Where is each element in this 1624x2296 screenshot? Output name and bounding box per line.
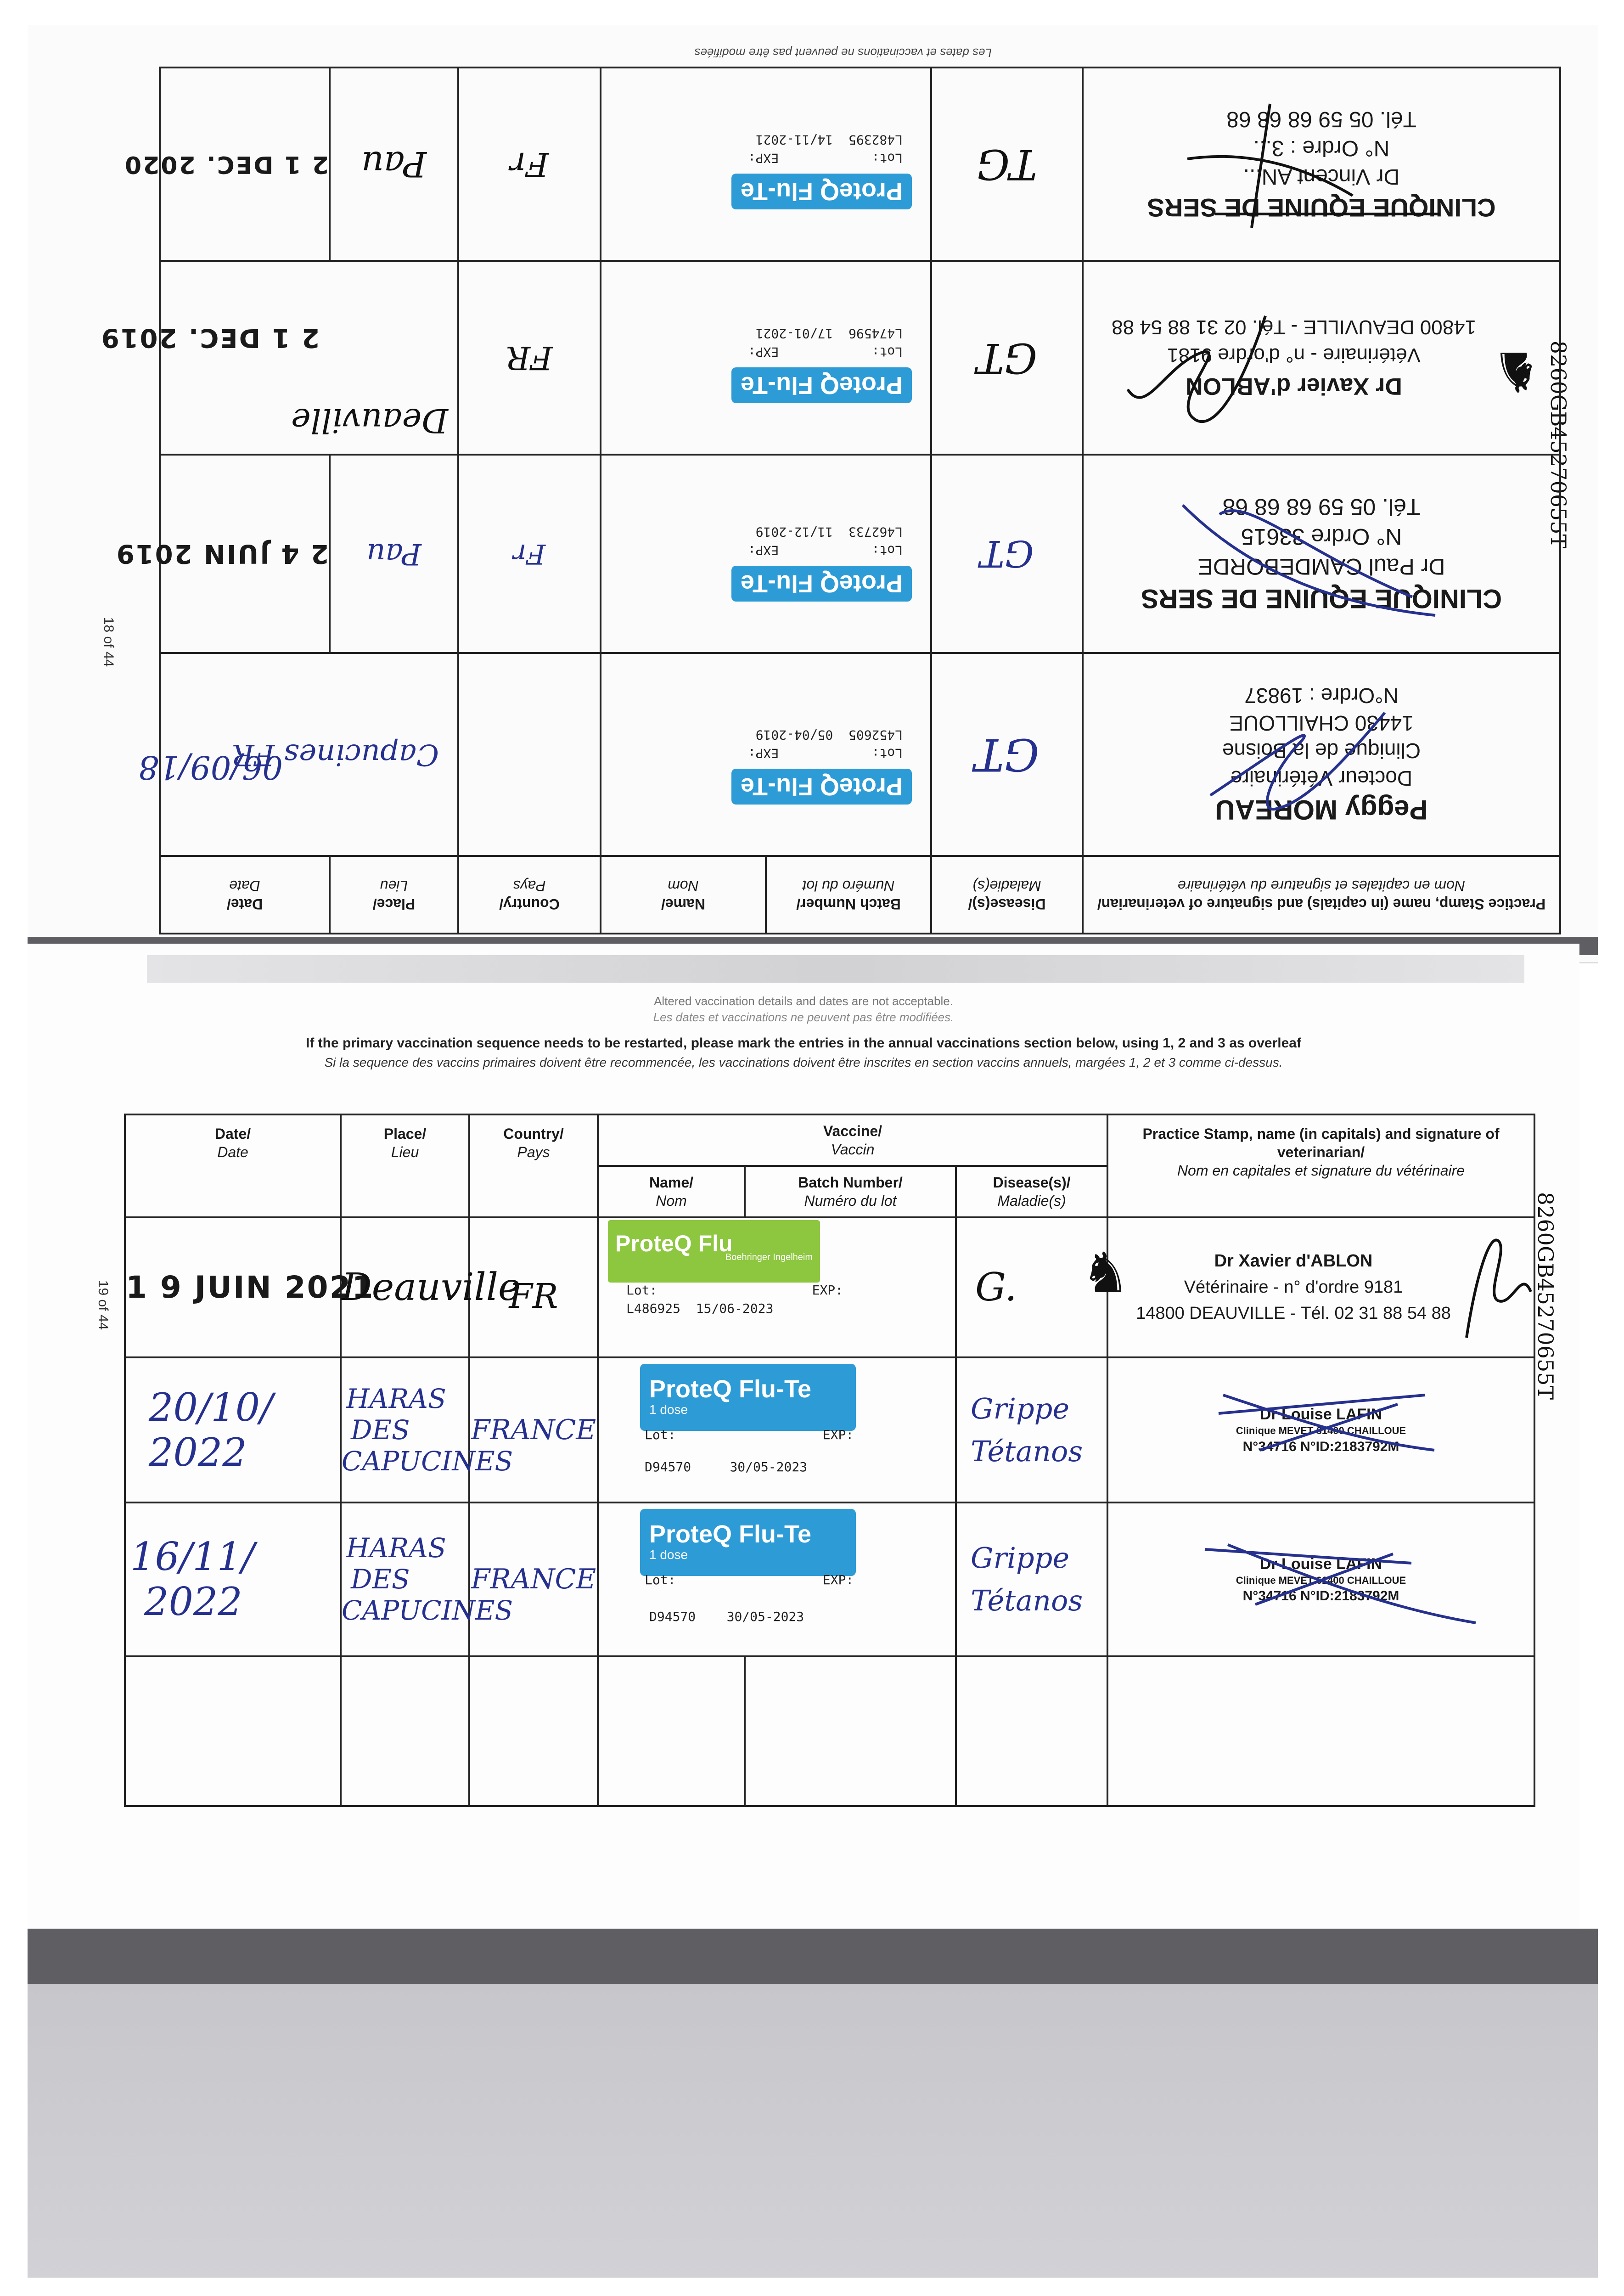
vaccine-sticker	[731, 769, 912, 805]
stamp-line: CLINIQUE EQUINE DE SERS	[1141, 584, 1502, 614]
header-batch-en: Batch Number/	[796, 895, 901, 912]
place-cell	[341, 1503, 513, 1657]
place-cell	[341, 1656, 469, 1806]
exp-date: 17/01-2021	[755, 326, 833, 341]
header-country-fr: Pays	[517, 1144, 550, 1160]
signature	[1214, 1386, 1444, 1459]
exp-date: 05/04-2019	[755, 727, 833, 743]
vaccine-dose: 1 dose	[649, 1547, 688, 1562]
lot-label: Lot:	[645, 1427, 676, 1443]
lot-exp-labels	[645, 1572, 854, 1587]
place-date-cell	[100, 261, 458, 454]
scanner-background	[28, 1984, 1598, 2278]
table-row	[125, 1503, 1534, 1657]
stamp-line: 14800 DEAUVILLE - Tél. 02 31 88 54 88	[1111, 315, 1477, 338]
header-country-en: Country/	[499, 895, 560, 912]
lot-number: D94570	[649, 1609, 696, 1624]
faded-header-band	[147, 955, 1524, 983]
disease-cell	[956, 1357, 1107, 1502]
stamp-line: Dr Louise LAFIN	[1259, 1555, 1382, 1573]
date-cell	[125, 1503, 341, 1657]
lot-label: Lot:	[871, 344, 903, 360]
signature	[1109, 307, 1284, 445]
header-disease	[956, 1166, 1107, 1217]
place-handwritten-line2: DES	[351, 1414, 410, 1446]
date-stamp: 2 1 DEC. 2020	[123, 151, 329, 179]
stamp-line: CLINIQUE EQUINE DE SERS	[1147, 193, 1496, 222]
disease-cell	[931, 653, 1083, 856]
date-cell	[123, 68, 330, 261]
signature	[1457, 1223, 1535, 1347]
country-cell	[458, 68, 601, 261]
name-cell	[598, 1656, 745, 1806]
notice-line-2: Les dates et vaccinations ne peuvent pas être modifiées.	[653, 1010, 954, 1024]
disease-handwritten-line1: Grippe	[971, 1391, 1070, 1425]
lot-exp-values	[649, 1609, 804, 1624]
place-handwritten-line1: HARAS	[346, 1383, 446, 1414]
header-stamp	[1083, 856, 1560, 934]
vaccine-name: ProteQ Flu	[615, 1230, 733, 1256]
date-handwritten-line1: 20/10/	[149, 1384, 273, 1430]
stamp-line: N°34716 N°ID:2183792M	[1242, 1439, 1399, 1454]
lot-exp-values	[645, 1459, 807, 1474]
header-date	[125, 1114, 341, 1217]
header-batch-en: Batch Number/	[798, 1174, 903, 1191]
date-cell	[125, 1357, 341, 1502]
exp-label: EXP:	[822, 1427, 854, 1443]
instruction-en: If the primary vaccination sequence needs to be restarted, please mark the entries in the annual vaccinations section below, using 1, 2 and 3 as overleaf	[306, 1035, 1301, 1051]
stamp-line: Dr Xavier d'ABLON	[1214, 1251, 1373, 1271]
place-cell	[330, 455, 458, 653]
stamp-line: N° Ordre : 3...	[1253, 135, 1390, 160]
stamp-cell	[1107, 1656, 1534, 1806]
header-place	[330, 856, 458, 934]
vaccine-name: ProteQ Flu-Te	[740, 773, 903, 801]
header-disease-fr: Maladie(s)	[972, 877, 1041, 894]
table-row	[125, 1217, 1534, 1357]
vaccine-label-cell	[601, 68, 931, 261]
disease-cell	[931, 261, 1083, 454]
stamp-cell	[1107, 1357, 1534, 1502]
lot-exp-labels	[626, 1283, 843, 1298]
vaccine-label-cell	[601, 261, 931, 454]
stamp-line: Dr Louise LAFIN	[1259, 1405, 1382, 1423]
table-row	[160, 455, 1560, 653]
header-stamp-en: Practice Stamp, name (in capitals) and signature of veterinarian/	[1142, 1125, 1500, 1160]
stamp-line: Tél. 05 59 68 68 68	[1222, 494, 1421, 520]
vaccine-manufacturer: Boehringer Ingelheim	[725, 1252, 813, 1262]
stamp-cell	[1107, 1503, 1534, 1657]
country-handwritten: Fr	[513, 537, 546, 570]
stamp-line: Tél. 05 59 68 68 68	[1226, 107, 1416, 132]
disease-handwritten-line2: Tétanos	[971, 1434, 1083, 1468]
page-number: 19 of 44	[96, 1280, 111, 1330]
stamp-line: Dr Xavier d'ABLON	[1186, 373, 1402, 400]
stamp-cell	[1083, 653, 1560, 856]
lot-number: L462733	[848, 524, 903, 540]
header-place-fr: Lieu	[391, 1144, 419, 1160]
disease-handwritten: GT	[974, 729, 1040, 781]
lot-number: L482395	[848, 132, 903, 148]
vaccine-label-cell	[598, 1357, 956, 1502]
vaccine-name: ProteQ Flu-Te	[740, 371, 903, 399]
lot-exp-values	[756, 326, 903, 341]
stamp-line: 14800 DEAUVILLE - Tél. 02 31 88 54 88	[1136, 1303, 1451, 1323]
exp-date: 11/12-2019	[755, 524, 833, 540]
lot-label: Lot:	[871, 542, 903, 558]
vaccine-name: ProteQ Flu-Te	[649, 1520, 812, 1548]
lot-exp-labels	[748, 746, 903, 761]
batch-cell	[745, 1656, 956, 1806]
header-place-en: Place/	[383, 1125, 427, 1142]
exp-label: EXP:	[747, 746, 779, 761]
stamp-line: Dr Vincent AN...	[1243, 164, 1400, 189]
place-handwritten-line3: CAPUCINES	[342, 1445, 513, 1477]
header-batch-fr: Numéro du lot	[804, 1192, 897, 1209]
stamp-line: Clinique MEVET 61400 CHAILLOUE	[1236, 1425, 1406, 1437]
place-handwritten: Deauville	[342, 1265, 521, 1309]
stamp-cell	[1083, 68, 1560, 261]
date-stamp: 1 9 JUIN 2021	[126, 1269, 375, 1305]
country-handwritten: FRANCE	[471, 1563, 596, 1596]
header-vaccine-fr: Vaccin	[831, 1141, 875, 1158]
disease-handwritten: GT	[980, 532, 1034, 575]
stamp-line: Dr Paul CAMDEBORDE	[1197, 553, 1445, 580]
table-row	[160, 653, 1560, 856]
country-cell	[458, 455, 601, 653]
header-batch	[766, 856, 931, 934]
lot-exp-labels	[645, 1427, 854, 1442]
header-disease-en: Disease(s)/	[968, 895, 1046, 912]
lot-number: L486925	[626, 1300, 681, 1316]
lot-exp-labels	[748, 151, 903, 166]
stamp-line: N°34716 N°ID:2183792M	[1242, 1588, 1399, 1604]
exp-label: EXP:	[747, 542, 779, 558]
lot-number: L452605	[848, 727, 903, 743]
lot-exp-values	[756, 727, 903, 743]
header-batch	[745, 1166, 956, 1217]
lot-number: D94570	[645, 1459, 691, 1475]
vaccine-sticker	[731, 367, 912, 403]
exp-label: EXP:	[822, 1572, 854, 1587]
exp-date: 30/05-2023	[730, 1459, 808, 1475]
header-disease-en: Disease(s)/	[993, 1174, 1071, 1191]
place-handwritten: Capucines FR	[232, 737, 439, 772]
country-cell	[458, 261, 601, 454]
header-disease	[931, 856, 1083, 934]
lot-label: Lot:	[871, 746, 903, 761]
stamp-line: Clinique MEVET 61400 CHAILLOUE	[1236, 1574, 1406, 1586]
disease-cell	[956, 1656, 1107, 1806]
exp-date: 14/11-2021	[755, 132, 833, 148]
disease-handwritten: GT	[977, 333, 1037, 382]
date-stamp: 2 4 JUIN 2019	[115, 539, 329, 569]
disease-handwritten-line2: Tétanos	[971, 1584, 1083, 1618]
header-country-fr: Pays	[513, 877, 546, 894]
vaccine-sticker	[731, 566, 912, 602]
header-country	[458, 856, 601, 934]
vaccine-sticker	[731, 174, 912, 209]
header-name-en: Name/	[661, 895, 706, 912]
header-date-fr: Date	[229, 877, 260, 894]
place-cell	[341, 1357, 513, 1502]
notice-line-1: Altered vaccination details and dates are not acceptable.	[654, 994, 953, 1008]
date-cell	[115, 455, 330, 653]
header-disease-fr: Maladie(s)	[997, 1192, 1066, 1209]
header-place-en: Place/	[372, 895, 416, 912]
disease-handwritten-line1: Grippe	[971, 1541, 1070, 1575]
country-cell	[469, 1217, 598, 1357]
vaccine-sticker	[608, 1220, 820, 1283]
vaccine-label-cell	[601, 455, 931, 653]
stamp-line: Docteur Vétérinaire	[1230, 766, 1413, 790]
place-handwritten-line3: CAPUCINES	[342, 1595, 513, 1626]
stamp-line: Peggy MOREAU	[1215, 794, 1428, 825]
date-stamp: 2 1 DEC. 2019	[100, 322, 320, 353]
page-18-rotated-content	[28, 25, 1598, 962]
vaccine-label-cell	[598, 1503, 956, 1657]
date-cell	[125, 1656, 341, 1806]
vaccine-sticker	[640, 1364, 856, 1431]
lot-exp-values	[756, 132, 903, 147]
place-handwritten-line2: DES	[351, 1564, 410, 1595]
signature	[1201, 694, 1394, 823]
country-cell	[469, 1503, 598, 1657]
lot-label: Lot:	[645, 1572, 676, 1587]
exp-label: EXP:	[747, 344, 779, 360]
table-row	[125, 1357, 1534, 1502]
stamp-line: Vétérinaire - n° d'ordre 9181	[1184, 1277, 1403, 1297]
lot-number: L474596	[848, 326, 903, 341]
date-handwritten-line2: 2022	[149, 1429, 247, 1475]
place-handwritten: Pau	[366, 536, 421, 571]
place-handwritten: Pau	[361, 144, 427, 185]
header-name-fr: Nom	[656, 1192, 687, 1209]
lot-label: Lot:	[871, 151, 903, 166]
vaccine-dose: 1 dose	[649, 1402, 688, 1417]
place-cell	[341, 1217, 521, 1357]
page-19	[28, 944, 1579, 1972]
lot-label: Lot:	[626, 1282, 657, 1298]
country-handwritten: Fr	[510, 145, 549, 184]
header-batch-fr: Numéro du lot	[802, 877, 895, 894]
header-name	[598, 1166, 745, 1217]
country-handwritten: FRANCE	[471, 1413, 596, 1446]
date-cell	[125, 1217, 375, 1357]
date-handwritten: 06/09/18	[138, 748, 283, 787]
country-cell	[469, 1357, 598, 1502]
place-handwritten-line1: HARAS	[346, 1532, 446, 1564]
instruction-fr: Si la sequence des vaccins primaires doivent être recommencée, les vaccinations doivent être inscrites en section vaccins annuels, margées 1, 2 et 3 comme ci-dessus.	[324, 1055, 1283, 1069]
header-stamp-fr: Nom en capitales et signature du vétérinaire	[1177, 877, 1466, 894]
header-vaccine-en: Vaccine/	[823, 1122, 882, 1139]
header-name-fr: Nom	[668, 877, 699, 894]
page-number: 18 of 44	[101, 617, 116, 667]
notice-fr: Les dates et vaccinations ne peuvent pas être modifiées	[694, 46, 992, 60]
table-row	[160, 261, 1560, 454]
lot-exp-labels	[748, 344, 903, 360]
stamp-cell	[1083, 455, 1560, 653]
disease-cell	[931, 455, 1083, 653]
date-handwritten-line1: 16/11/	[130, 1534, 255, 1580]
vet-logo-icon: ♞	[1491, 340, 1541, 402]
page-18	[28, 25, 1598, 963]
disease-handwritten: G.	[975, 1265, 1017, 1310]
country-handwritten: FR	[506, 339, 553, 377]
header-stamp	[1107, 1114, 1534, 1217]
header-place	[341, 1114, 469, 1217]
vet-logo-icon: ♞	[1081, 1242, 1130, 1304]
header-name	[601, 856, 766, 934]
disease-handwritten: TG	[977, 140, 1037, 189]
stamp-line: N° Ordre 33615	[1241, 523, 1402, 550]
disease-cell	[956, 1503, 1107, 1657]
header-name-en: Name/	[649, 1174, 694, 1191]
country-handwritten: FR	[509, 1277, 558, 1317]
header-vaccine	[598, 1114, 1107, 1166]
place-cell	[330, 68, 458, 261]
vaccine-name: ProteQ Flu-Te	[649, 1375, 812, 1403]
exp-date: 15/06-2023	[696, 1300, 774, 1316]
exp-date: 30/05-2023	[726, 1609, 804, 1624]
stamp-line: Vétérinaire - n° d'ordre 9181	[1167, 344, 1421, 367]
side-code: 8260GB45270655T	[1545, 340, 1571, 549]
signature	[1096, 95, 1444, 232]
stamp-cell	[1081, 1217, 1534, 1357]
stamp-cell	[1083, 261, 1560, 454]
date-handwritten-line2: 2022	[144, 1579, 242, 1625]
place-date-cell	[138, 653, 458, 856]
signature	[1200, 1536, 1485, 1627]
binding-band-bottom	[28, 1929, 1598, 1984]
vaccination-table-page-19	[124, 1114, 1535, 1807]
header-stamp-en: Practice Stamp, name (in capitals) and signature of veterinarian/	[1097, 895, 1546, 912]
lot-exp-values	[756, 524, 903, 540]
header-stamp-fr: Nom en capitales et signature du vétérinaire	[1177, 1162, 1465, 1179]
header-date	[160, 856, 330, 934]
stamp-line: 14430 CHAILLOUE	[1229, 711, 1414, 736]
exp-label: EXP:	[812, 1282, 843, 1298]
header-date-en: Date/	[214, 1125, 251, 1142]
vaccine-label-cell	[601, 653, 931, 856]
header-country-en: Country/	[503, 1125, 564, 1142]
header-country	[469, 1114, 598, 1217]
lot-exp-values	[626, 1301, 773, 1316]
vaccine-name: ProteQ Flu-Te	[740, 569, 903, 597]
stamp-line: Clinique de la Boisne	[1222, 738, 1421, 763]
header-date-fr: Date	[217, 1144, 248, 1160]
side-code: 8260GB45270655T	[1533, 1192, 1558, 1400]
vaccine-name: ProteQ Flu-Te	[740, 178, 903, 206]
country-cell	[469, 1656, 598, 1806]
lot-exp-labels	[748, 543, 903, 558]
stamp-line: N°Ordre : 19837	[1244, 684, 1399, 708]
header-date-en: Date/	[226, 895, 263, 912]
country-cell	[458, 653, 601, 856]
exp-label: EXP:	[747, 151, 779, 166]
signature	[1164, 487, 1440, 634]
header-place-fr: Lieu	[380, 877, 408, 894]
place-handwritten: Deauville	[291, 401, 448, 440]
table-row-empty	[125, 1656, 1534, 1806]
vaccine-sticker	[640, 1509, 856, 1576]
disease-cell	[931, 68, 1083, 261]
table-row	[160, 68, 1560, 261]
vaccine-label-cell	[598, 1217, 956, 1357]
